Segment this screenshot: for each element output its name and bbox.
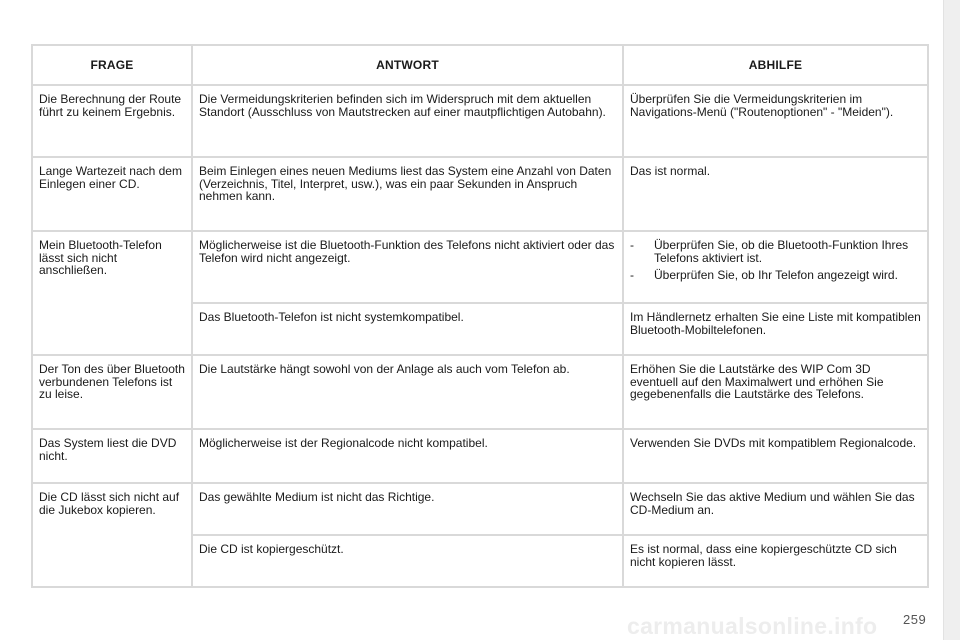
remedy-cell: Verwenden Sie DVDs mit kompatiblem Regionalcode.: [624, 430, 927, 482]
table-row: [33, 158, 927, 230]
header-answer: ANTWORT: [193, 46, 622, 84]
question-cell: Mein Bluetooth-Telefon lässt sich nicht anschließen.: [33, 232, 191, 354]
table-row: [33, 356, 927, 428]
table-header-row: [33, 46, 927, 84]
question-cell: Lange Wartezeit nach dem Einlegen einer CD.: [33, 158, 191, 230]
remedy-cell: Es ist normal, dass eine kopiergeschützte CD sich nicht kopieren lässt.: [624, 536, 927, 586]
answer-cell: Beim Einlegen eines neuen Mediums liest das System eine Anzahl von Daten (Verzeichnis, Titel, Interpret, usw.), was ein paar Sekunden in Anspruch nehmen kann.: [193, 158, 622, 230]
answer-cell: Die CD ist kopiergeschützt.: [193, 536, 622, 586]
watermark: carmanualsonline.info: [627, 613, 878, 639]
list-marker: -: [630, 268, 634, 283]
question-cell: Das System liest die DVD nicht.: [33, 430, 191, 482]
table-row: [33, 232, 927, 302]
answer-cell: Möglicherweise ist der Regionalcode nicht kompatibel.: [193, 430, 622, 482]
question-cell: Der Ton des über Bluetooth verbundenen Telefons ist zu leise.: [33, 356, 191, 428]
remedy-cell: Das ist normal.: [624, 158, 927, 230]
answer-cell: Möglicherweise ist die Bluetooth-Funktion des Telefons nicht aktiviert oder das Telefon wird nicht angezeigt.: [193, 232, 622, 302]
table-row: [33, 484, 927, 534]
remedy-cell: Erhöhen Sie die Lautstärke des WIP Com 3D eventuell auf den Maximalwert und erhöhen Sie gegebenenfalls die Lautstärke des Telefons.: [624, 356, 927, 428]
answer-cell: Die Vermeidungskriterien befinden sich im Widerspruch mit dem aktuellen Standort (Ausschluss von Mautstrecken auf einer mautpflichtigen Autobahn).: [193, 86, 622, 156]
remedy-cell: [624, 232, 927, 302]
table-row: [33, 86, 927, 156]
list-item-text: Überprüfen Sie, ob Ihr Telefon angezeigt wird.: [654, 268, 898, 283]
remedy-list: [630, 239, 921, 282]
list-item: [630, 239, 921, 264]
table-row: [33, 430, 927, 482]
answer-cell: Das Bluetooth-Telefon ist nicht systemkompatibel.: [193, 304, 622, 354]
list-item: [630, 269, 921, 282]
remedy-cell: Im Händlernetz erhalten Sie eine Liste mit kompatiblen Bluetooth-Mobiltelefonen.: [624, 304, 927, 354]
faq-table: [31, 44, 929, 588]
list-item-text: Überprüfen Sie, ob die Bluetooth-Funktion Ihres Telefons aktiviert ist.: [654, 238, 909, 265]
question-cell: Die CD lässt sich nicht auf die Jukebox kopieren.: [33, 484, 191, 586]
list-marker: -: [630, 238, 634, 252]
answer-cell: Die Lautstärke hängt sowohl von der Anlage als auch vom Telefon ab.: [193, 356, 622, 428]
header-remedy: ABHILFE: [624, 46, 927, 84]
question-cell: Die Berechnung der Route führt zu keinem Ergebnis.: [33, 86, 191, 156]
remedy-cell: Überprüfen Sie die Vermeidungskriterien im Navigations-Menü ("Routenoptionen" - "Meiden").: [624, 86, 927, 156]
header-question: FRAGE: [33, 46, 191, 84]
scrollbar[interactable]: [943, 0, 960, 640]
faq-table-container: [31, 44, 929, 588]
remedy-cell: Wechseln Sie das aktive Medium und wählen Sie das CD-Medium an.: [624, 484, 927, 534]
page-number: 259: [903, 612, 927, 627]
answer-cell: Das gewählte Medium ist nicht das Richtige.: [193, 484, 622, 534]
